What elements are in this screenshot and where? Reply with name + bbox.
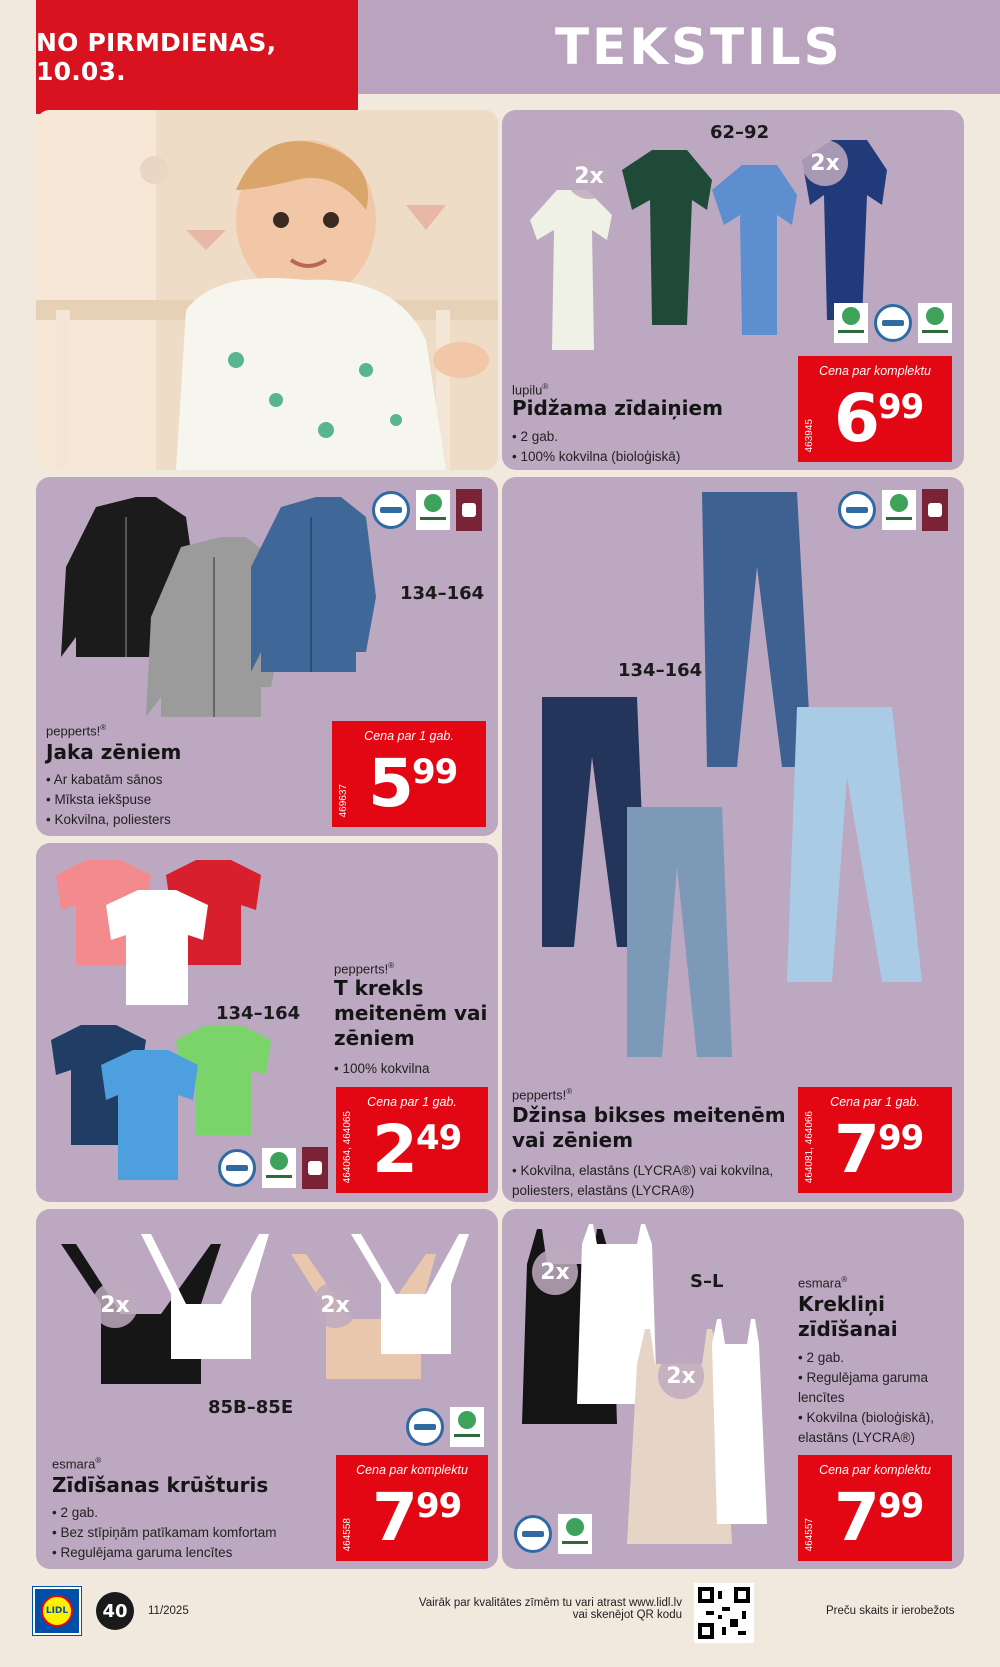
title-line: Džinsa bikses meitenēm (512, 1103, 786, 1127)
price-cents: 49 (416, 1118, 462, 1158)
bullet: • Regulējama garuma lencītes (798, 1368, 958, 1408)
price-label: Cena par 1 gab. (367, 1095, 457, 1109)
certification-labels (218, 1147, 328, 1189)
article-number: 464558 (342, 1517, 353, 1551)
oeko-tex-icon (558, 1514, 592, 1554)
bullet: • Kokvilna, elastāns (LYCRA®) vai kokvilna, poliesters, elastāns (LYCRA®) (512, 1161, 782, 1201)
article-number: 464081, 464066 (804, 1110, 815, 1183)
certification-labels (406, 1407, 484, 1447)
brand-name: esmara® (798, 1275, 848, 1291)
oeko-tex-icon (262, 1148, 296, 1188)
multipack-badge: 2x (92, 1282, 138, 1328)
stock-note: Preču skaits ir ierobežots (826, 1605, 955, 1617)
size-range: 85B–85E (208, 1397, 294, 1418)
brand-name: pepperts!® (46, 723, 107, 739)
price-label: Cena par komplektu (819, 1463, 931, 1477)
price-euros: 5 (368, 745, 412, 822)
product-title: Zīdīšanas krūšturis (52, 1473, 269, 1497)
multipack-badge: 2x (312, 1282, 358, 1328)
verified-fit-icon (218, 1149, 256, 1187)
bullet: • Bez stīpiņām patīkamam komfortam (52, 1523, 277, 1543)
multipack-badge: 2x (532, 1249, 578, 1295)
price-cents: 99 (412, 752, 458, 792)
verified-fit-icon (514, 1515, 552, 1553)
product-title (512, 1103, 786, 1153)
product-bullets (512, 1161, 782, 1201)
oeko-tex-icon (416, 490, 450, 530)
price-tag (798, 1087, 952, 1193)
pajama-panel (502, 110, 964, 470)
price-euros: 7 (834, 1479, 878, 1556)
tshirt-panel (36, 843, 498, 1202)
category-title: TEKSTILS (358, 0, 1000, 94)
title-line: zīdīšanai (798, 1317, 898, 1341)
product-bullets (512, 427, 680, 467)
size-range: 134–164 (400, 583, 485, 604)
product-bullets (52, 1503, 277, 1563)
title-line: vai zēniem (512, 1128, 634, 1152)
brand-name: lupilu® (512, 382, 549, 398)
quality-info (392, 1597, 682, 1621)
price-cents: 99 (878, 387, 924, 427)
price-cents: 99 (416, 1486, 462, 1526)
bra-panel (36, 1209, 498, 1569)
multipack-badge: 2x (802, 140, 848, 186)
price-tag (336, 1455, 488, 1561)
product-title (798, 1292, 898, 1342)
hero-photo (36, 110, 498, 470)
price-euros: 7 (372, 1479, 416, 1556)
bullet: • Kokvilna (bioloģiskā), elastāns (LYCRA®) (798, 1408, 958, 1448)
price-tag (332, 721, 486, 827)
product-bullets (46, 770, 171, 830)
brand-name: pepperts!® (512, 1087, 573, 1103)
verified-fit-icon (406, 1408, 444, 1446)
bullet: • Mīksta iekšpuse (46, 790, 171, 810)
jeans-panel (502, 477, 964, 1202)
verified-fit-icon (874, 304, 912, 342)
bullet: • 100% kokvilna (bioloģiskā) (512, 447, 680, 467)
price-euros: 2 (372, 1111, 416, 1188)
lidl-logo[interactable] (33, 1587, 81, 1635)
brand-name: esmara® (52, 1456, 102, 1472)
price-euros: 7 (834, 1111, 878, 1188)
jacket-illustration (56, 487, 416, 727)
bullet: • 100% kokvilna (334, 1059, 430, 1079)
size-range: S–L (690, 1271, 724, 1292)
size-range: 62–92 (710, 122, 770, 143)
title-line: Krekliņi (798, 1292, 886, 1316)
bullet: • Kokvilna, poliesters (46, 810, 171, 830)
price-tag (798, 356, 952, 462)
certification-labels (514, 1514, 592, 1554)
date-banner: NO PIRMDIENAS, 10.03. (36, 0, 358, 114)
product-title (334, 976, 487, 1051)
price-label: Cena par 1 gab. (830, 1095, 920, 1109)
price-tag (336, 1087, 488, 1193)
jacket-panel (36, 477, 498, 836)
verified-fit-icon (372, 491, 410, 529)
brand-name: pepperts!® (334, 961, 395, 977)
price-euros: 6 (834, 380, 878, 457)
multipack-badge: 2x (566, 153, 612, 199)
bullet: • 2 gab. (798, 1348, 958, 1368)
multipack-badge: 2x (658, 1353, 704, 1399)
size-range: 134–164 (216, 1003, 301, 1024)
price-label: Cena par komplektu (819, 364, 931, 378)
certification-labels (372, 489, 482, 531)
tank-panel (502, 1209, 964, 1569)
price-tag (798, 1455, 952, 1561)
page-number: 40 (96, 1592, 134, 1630)
qr-code-icon (698, 1587, 750, 1639)
product-title: Jaka zēniem (46, 740, 182, 764)
price-cents: 99 (878, 1486, 924, 1526)
product-bullets (798, 1348, 958, 1448)
bullet: • 2 gab. (512, 427, 680, 447)
title-line: T krekls (334, 976, 424, 1000)
bullet: • 2 gab. (52, 1503, 277, 1523)
sustainability-icon (456, 489, 482, 531)
product-bullets (334, 1059, 430, 1079)
organic-cotton-icon (834, 303, 868, 343)
quality-info-line: vai skenējot QR kodu (572, 1609, 682, 1621)
qr-code[interactable] (694, 1583, 754, 1643)
lidl-logo-text: LIDL (41, 1595, 73, 1627)
baby-illustration (36, 110, 498, 470)
price-label: Cena par 1 gab. (364, 729, 454, 743)
price-label: Cena par komplektu (356, 1463, 468, 1477)
oeko-tex-icon (450, 1407, 484, 1447)
article-number: 464064, 464065 (342, 1110, 353, 1183)
sustainability-icon (302, 1147, 328, 1189)
article-number: 463945 (804, 418, 815, 452)
quality-info-line: Vairāk par kvalitātes zīmēm tu vari atrast www.lidl.lv (418, 1597, 682, 1609)
certification-labels (834, 303, 952, 343)
article-number: 469637 (338, 783, 349, 817)
bullet: • Ar kabatām sānos (46, 770, 171, 790)
title-line: meitenēm vai (334, 1001, 488, 1025)
bullet: • Regulējama garuma lencītes (52, 1543, 277, 1563)
jeans-illustration (512, 487, 952, 1067)
price-cents: 99 (878, 1118, 924, 1158)
article-number: 464557 (804, 1517, 815, 1551)
size-range: 134–164 (618, 660, 703, 681)
title-line: zēniem (334, 1026, 415, 1050)
oeko-tex-icon (918, 303, 952, 343)
week-number: 11/2025 (148, 1605, 189, 1617)
product-title: Pidžama zīdaiņiem (512, 396, 723, 420)
